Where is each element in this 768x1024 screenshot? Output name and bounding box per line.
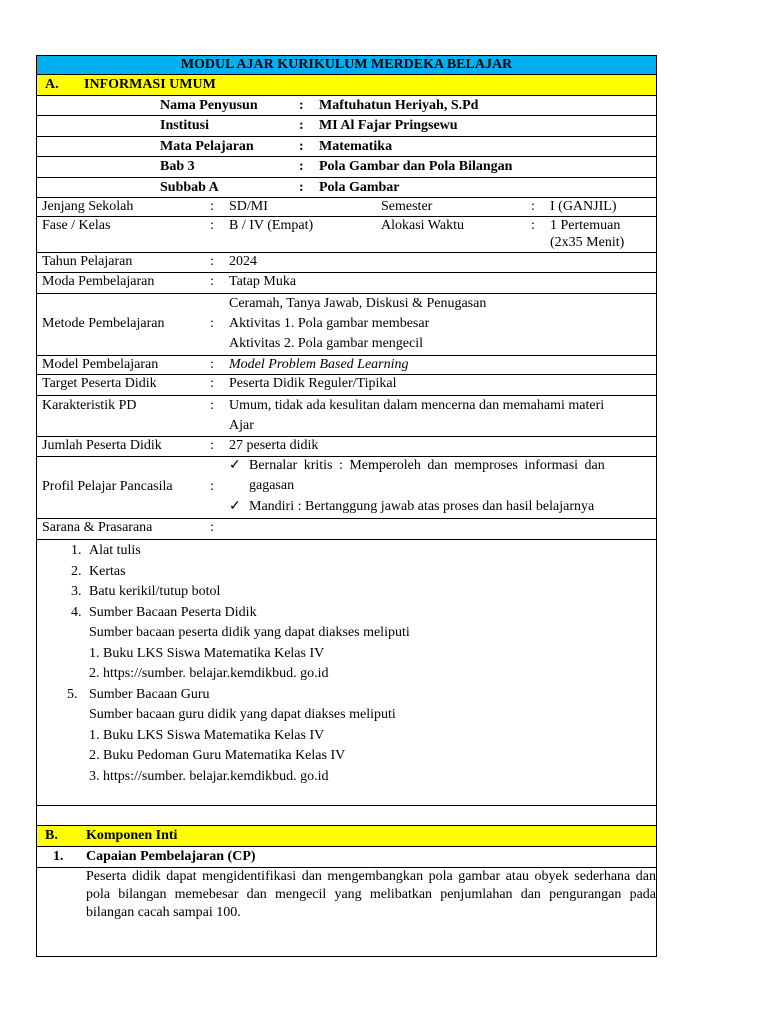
profil-row: [36, 457, 657, 519]
identity-row: [36, 116, 657, 137]
profil-item-1-text: Bernalar kritis : Memperoleh dan memproses informasi dan: [249, 458, 605, 473]
alokasi-label: Alokasi Waktu: [381, 218, 464, 233]
moda-label: Moda Pembelajaran: [42, 274, 155, 289]
model-value: Model Problem Based Learning: [229, 357, 409, 372]
cp-label: Capaian Pembelajaran (CP): [86, 849, 256, 864]
cp-header-row: [36, 847, 657, 868]
list-item: Alat tulis: [89, 543, 141, 558]
tahun-label: Tahun Pelajaran: [42, 254, 133, 269]
list-subline: 3. https://sumber. belajar.kemdikbud. go.id: [89, 769, 329, 784]
identity-row: [36, 157, 657, 178]
colon: :: [210, 316, 214, 331]
colon: :: [210, 199, 214, 214]
fase-label: Fase / Kelas: [42, 218, 111, 233]
list-number: 4.: [71, 605, 82, 620]
alokasi-value-line2: (2x35 Menit): [550, 235, 625, 250]
colon: :: [299, 180, 304, 195]
metode-label: Metode Pembelajaran: [42, 316, 165, 331]
karakteristik-line2: Ajar: [229, 418, 254, 433]
colon: :: [210, 218, 214, 233]
sarana-label: Sarana & Prasarana: [42, 520, 153, 535]
colon: :: [299, 98, 304, 113]
sarana-list: [36, 540, 657, 806]
metode-line: Aktivitas 2. Pola gambar mengecil: [229, 336, 424, 351]
identity-label: Mata Pelajaran: [160, 139, 254, 154]
module-document: [36, 55, 657, 957]
identity-row: [36, 137, 657, 157]
list-subline: 1. Buku LKS Siswa Matematika Kelas IV: [89, 646, 325, 661]
list-subline: 2. Buku Pedoman Guru Matematika Kelas IV: [89, 748, 346, 763]
identity-value: MI Al Fajar Pringsewu: [319, 118, 458, 133]
colon: :: [210, 357, 214, 372]
profil-label: Profil Pelajar Pancasila: [42, 479, 173, 494]
profil-item-1-line2: gagasan: [249, 478, 295, 493]
jenjang-row: [36, 198, 657, 217]
list-subline: Sumber bacaan peserta didik yang dapat diakses meliputi: [89, 625, 410, 640]
metode-line: Aktivitas 1. Pola gambar membesar: [229, 316, 430, 331]
identity-value: Pola Gambar: [319, 180, 400, 195]
list-number: 1.: [71, 543, 82, 558]
identity-label: Nama Penyusun: [160, 98, 258, 113]
colon: :: [210, 254, 214, 269]
jenjang-label: Jenjang Sekolah: [42, 199, 134, 214]
semester-value: I (GANJIL): [550, 199, 617, 214]
karakteristik-line1: Umum, tidak ada kesulitan dalam mencerna dan memahami materi: [229, 398, 605, 413]
list-subline: 2. https://sumber. belajar.kemdikbud. go.id: [89, 666, 329, 681]
identity-label: Bab 3: [160, 159, 195, 174]
list-item: Sumber Bacaan Peserta Didik: [89, 605, 257, 620]
colon: :: [531, 199, 535, 214]
title-row: [36, 55, 657, 75]
jumlah-row: [36, 437, 657, 457]
list-number: 2.: [71, 564, 82, 579]
list-subline: Sumber bacaan guru didik yang dapat diakses meliputi: [89, 707, 396, 722]
colon: :: [210, 438, 214, 453]
section-a-letter: A.: [45, 77, 59, 92]
tahun-value: 2024: [229, 254, 257, 269]
list-number: 3.: [71, 584, 82, 599]
colon: :: [210, 520, 214, 535]
profil-item-1-line1: [249, 458, 645, 474]
section-a-label: INFORMASI UMUM: [84, 77, 216, 92]
colon: :: [531, 218, 535, 233]
jenjang-value: SD/MI: [229, 199, 268, 214]
karakteristik-row: [36, 396, 657, 437]
colon: :: [210, 398, 214, 413]
identity-label: Subbab A: [160, 180, 219, 195]
semester-label: Semester: [381, 199, 433, 214]
moda-value: Tatap Muka: [229, 274, 297, 289]
fase-row: [36, 217, 657, 253]
colon: :: [210, 274, 214, 289]
metode-row: [36, 294, 657, 356]
identity-row: [36, 96, 657, 116]
alokasi-value-line1: 1 Pertemuan: [550, 218, 621, 233]
document-title: MODUL AJAR KURIKULUM MERDEKA BELAJAR: [180, 57, 513, 72]
karakteristik-label: Karakteristik PD: [42, 398, 137, 413]
section-b-header: [36, 826, 657, 847]
colon: :: [299, 139, 304, 154]
identity-value: Matematika: [319, 139, 393, 154]
identity-row: [36, 178, 657, 198]
sarana-row: [36, 519, 657, 540]
profil-item-2: Mandiri : Bertanggung jawab atas proses dan hasil belajarnya: [249, 499, 595, 514]
cp-text: Peserta didik dapat mengidentifikasi dan mengembangkan pola gambar atau obyek sederhana dan pola bilangan memebesar dan mengecil yang melibatkan penjumlahan dan pengurangan pada bilangan cacah sampai 100.: [86, 869, 656, 920]
jumlah-value: 27 peserta didik: [229, 438, 319, 453]
identity-value: Maftuhatun Heriyah, S.Pd: [319, 98, 479, 113]
check-icon: ✓: [229, 458, 241, 473]
identity-value: Pola Gambar dan Pola Bilangan: [319, 159, 513, 174]
moda-row: [36, 273, 657, 294]
colon: :: [210, 376, 214, 391]
metode-line: Ceramah, Tanya Jawab, Diskusi & Penugasan: [229, 296, 487, 311]
jumlah-label: Jumlah Peserta Didik: [42, 438, 162, 453]
list-subline: 1. Buku LKS Siswa Matematika Kelas IV: [89, 728, 325, 743]
target-value: Peserta Didik Reguler/Tipikal: [229, 376, 397, 391]
list-item: Sumber Bacaan Guru: [89, 687, 210, 702]
list-item: Kertas: [89, 564, 126, 579]
spacer-row: [36, 806, 657, 826]
colon: :: [299, 159, 304, 174]
cp-number: 1.: [53, 849, 64, 864]
tahun-row: [36, 253, 657, 273]
section-b-label: Komponen Inti: [86, 828, 178, 843]
section-a-header: [36, 75, 657, 96]
model-label: Model Pembelajaran: [42, 357, 159, 372]
cp-text-row: [36, 868, 657, 957]
target-row: [36, 375, 657, 396]
colon: :: [299, 118, 304, 133]
target-label: Target Peserta Didik: [42, 376, 157, 391]
identity-label: Institusi: [160, 118, 210, 133]
section-b-letter: B.: [45, 828, 58, 843]
list-item: Batu kerikil/tutup botol: [89, 584, 221, 599]
fase-value: B / IV (Empat): [229, 218, 314, 233]
list-number: 5.: [67, 687, 78, 702]
colon: :: [210, 479, 214, 494]
model-row: [36, 356, 657, 375]
check-icon: ✓: [229, 499, 241, 514]
